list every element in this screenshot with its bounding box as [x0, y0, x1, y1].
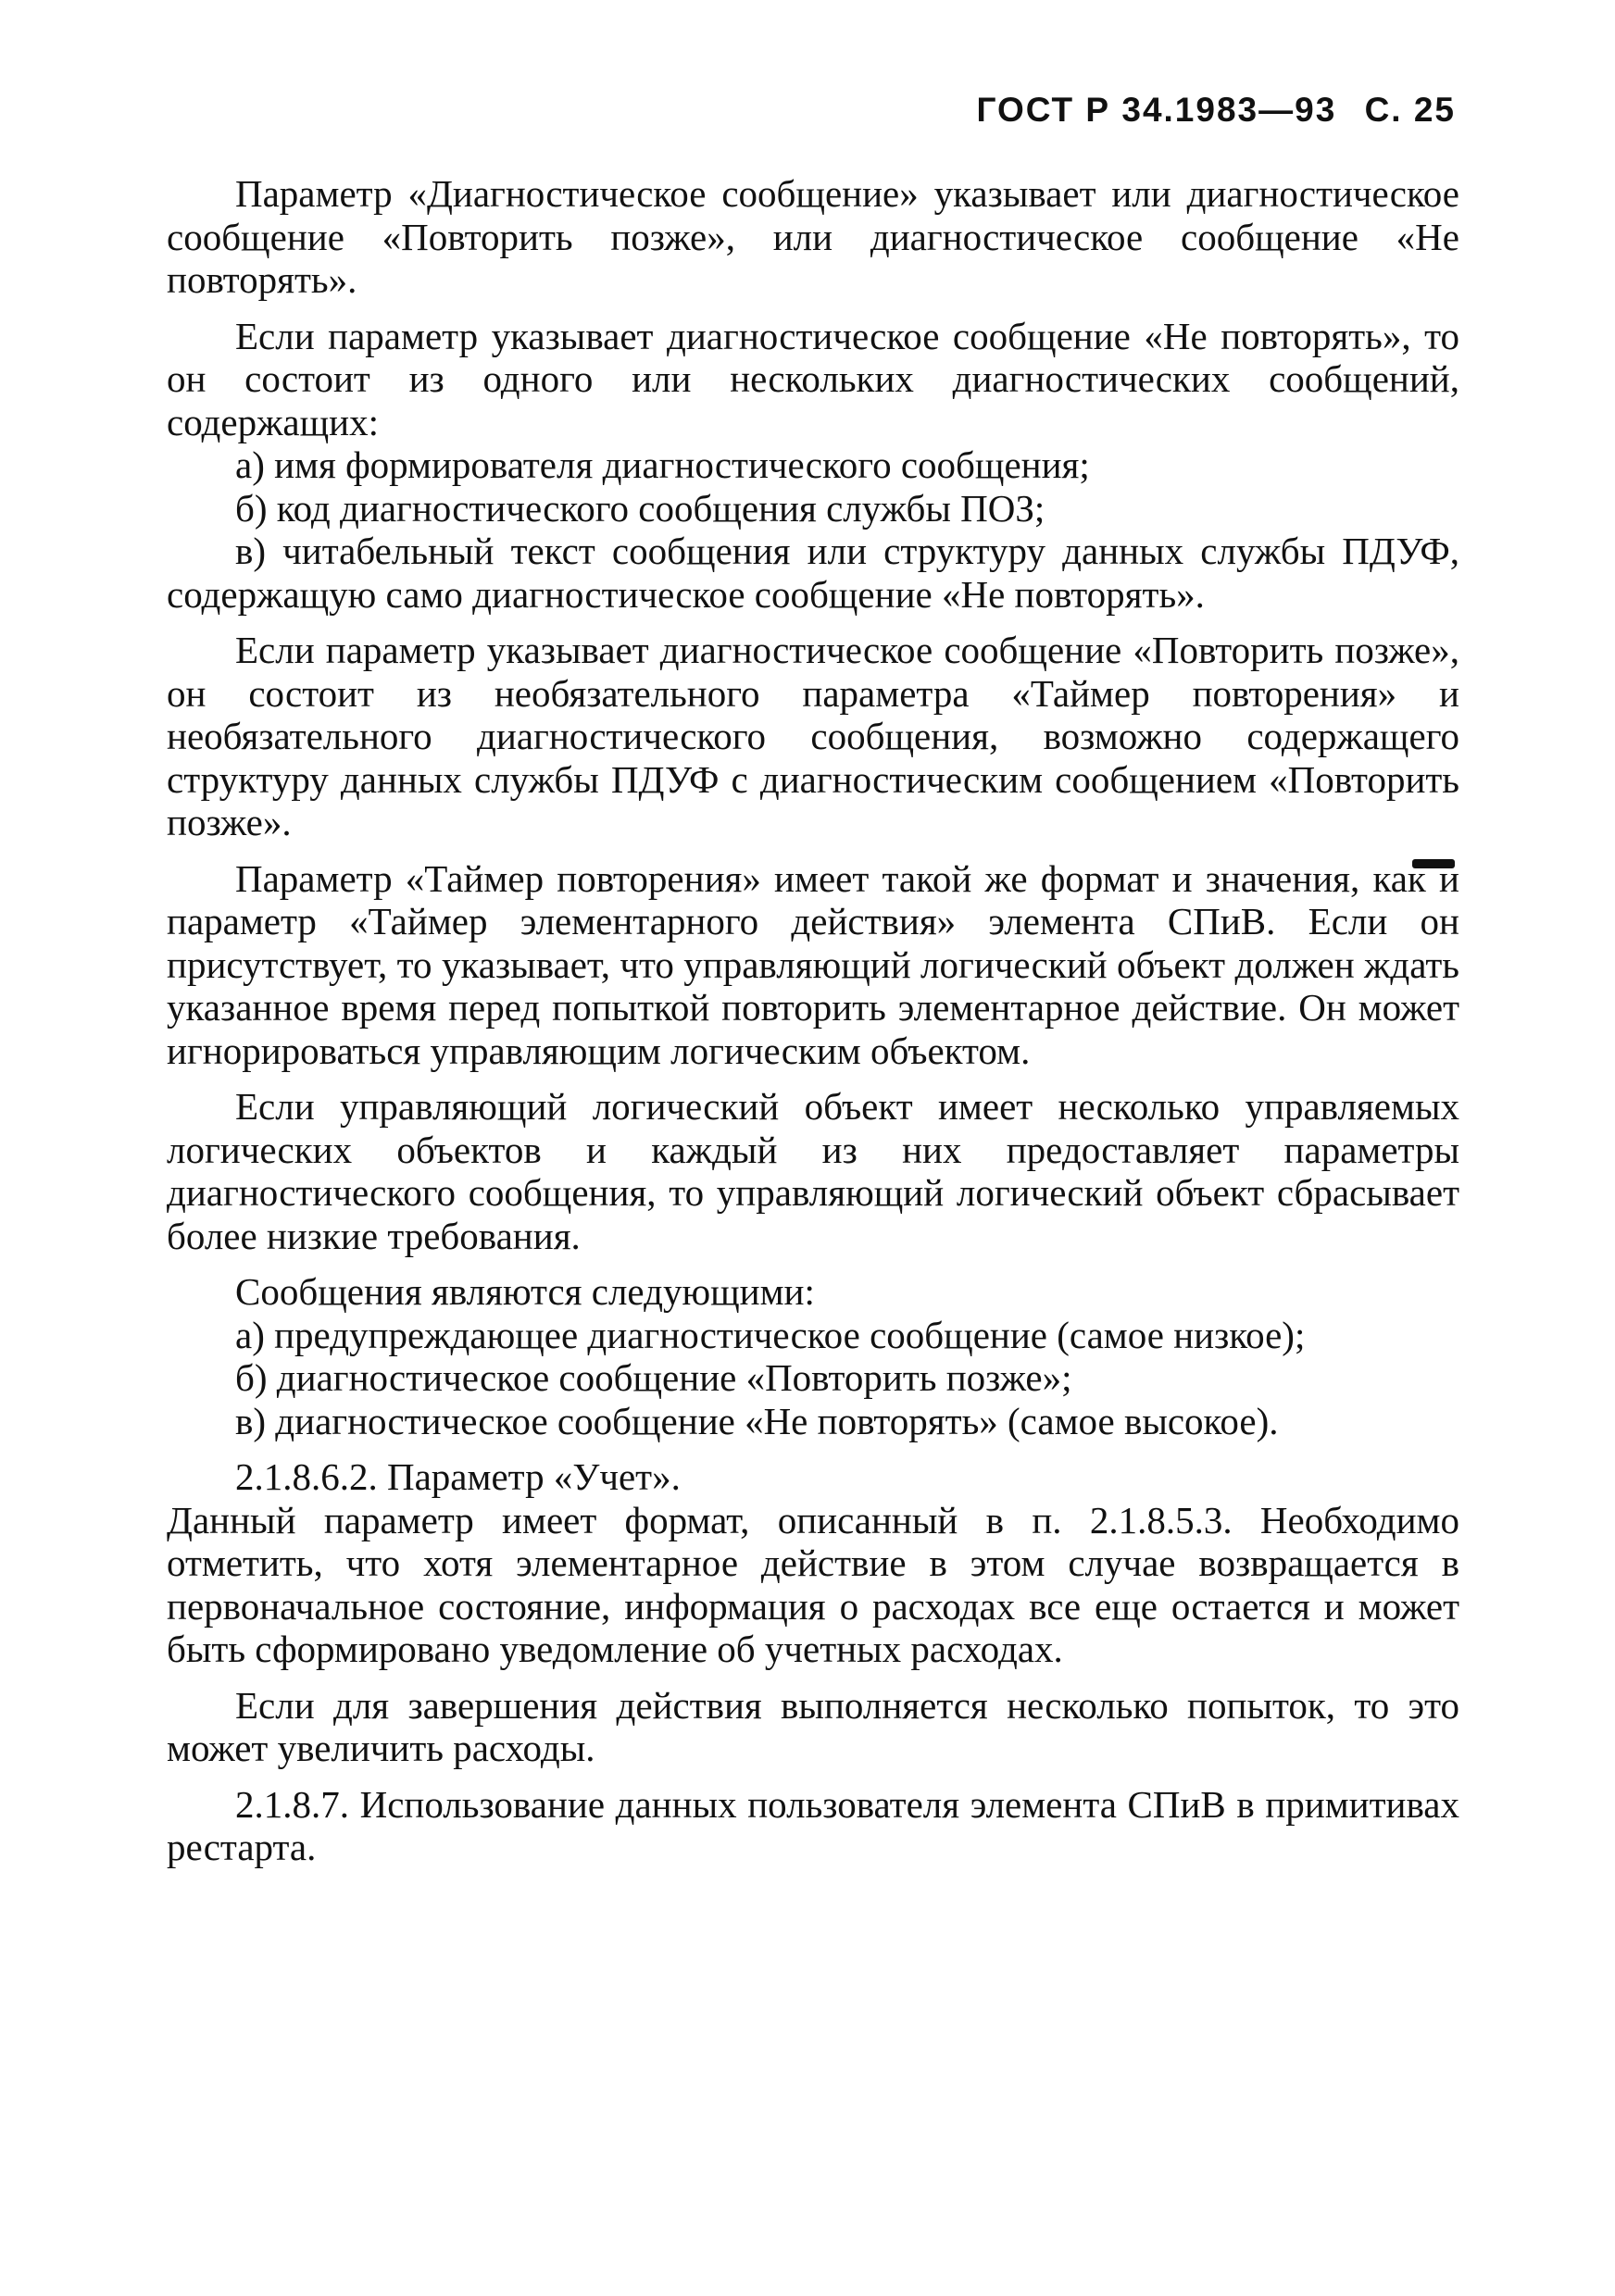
list-item: а) предупреждающее диагностическое сообщение (самое низкое); [235, 1313, 1306, 1356]
list-item: б) диагностическое сообщение «Повторить позже»; [235, 1356, 1072, 1399]
list-item: в) читабельный текст сообщения или структуру данных службы ПДУФ, содержащую само диагностическое сообщение «Не повторять». [167, 530, 1459, 616]
list-item: в) диагностическое сообщение «Не повторять» (самое высокое). [235, 1399, 1279, 1442]
paragraph: Параметр «Таймер повторения» имеет такой же формат и значения, как и параметр «Таймер элементарного действия» элемента СПиВ. Если он присутствует, то указывает, что управляющий логический объект должен ждать указанное время перед попыткой повторить элементарное действие. Он может игнорироваться управляющим логическим объектом. [167, 856, 1459, 1072]
running-header [976, 91, 1456, 130]
section-heading: 2.1.8.6.2. Параметр «Учет». [235, 1455, 681, 1498]
body-text [167, 172, 1459, 1882]
paragraph: Параметр «Диагностическое сообщение» указывает или диагностическое сообщение «Повторить позже», или диагностическое сообщение «Не повторять». [167, 172, 1459, 301]
list-item: а) имя формирователя диагностического сообщения; [235, 443, 1090, 486]
paragraph: Если управляющий логический объект имеет несколько управляемых логических объектов и каждый из них предоставляет параметры диагностического сообщения, то управляющий логический объект сбрасывает более низкие требования. [167, 1085, 1459, 1257]
paragraph: Если для завершения действия выполняется несколько попыток, то это может увеличить расходы. [167, 1683, 1459, 1769]
paragraph: Сообщения являются следующими: [235, 1270, 815, 1313]
paragraph: Если параметр указывает диагностическое сообщение «Повторить позже», он состоит из необязательного параметра «Таймер повторения» и необязательного диагностического сообщения, возможно содержащего структуру данных службы ПДУФ с диагностическим сообщением «Повторить позже». [167, 629, 1459, 843]
section-heading: 2.1.8.7. Использование данных пользователя элемента СПиВ в примитивах рестарта. [167, 1782, 1459, 1868]
list-item: б) код диагностического сообщения службы ПОЗ; [235, 486, 1045, 530]
paragraph: Если параметр указывает диагностическое сообщение «Не повторять», то он состоит из одного или нескольких диагностических сообщений, содержащих: [167, 314, 1459, 443]
document-id: ГОСТ Р 34.1983—93 [976, 91, 1337, 129]
paragraph: Данный параметр имеет формат, описанный в п. 2.1.8.5.3. Необходимо отметить, что хотя элементарное действие в этом случае возвращается в первоначальное состояние, информация о расходах все еще остается и может быть сформировано уведомление об учетных расходах. [167, 1498, 1459, 1670]
page-number: С. 25 [1364, 91, 1456, 129]
